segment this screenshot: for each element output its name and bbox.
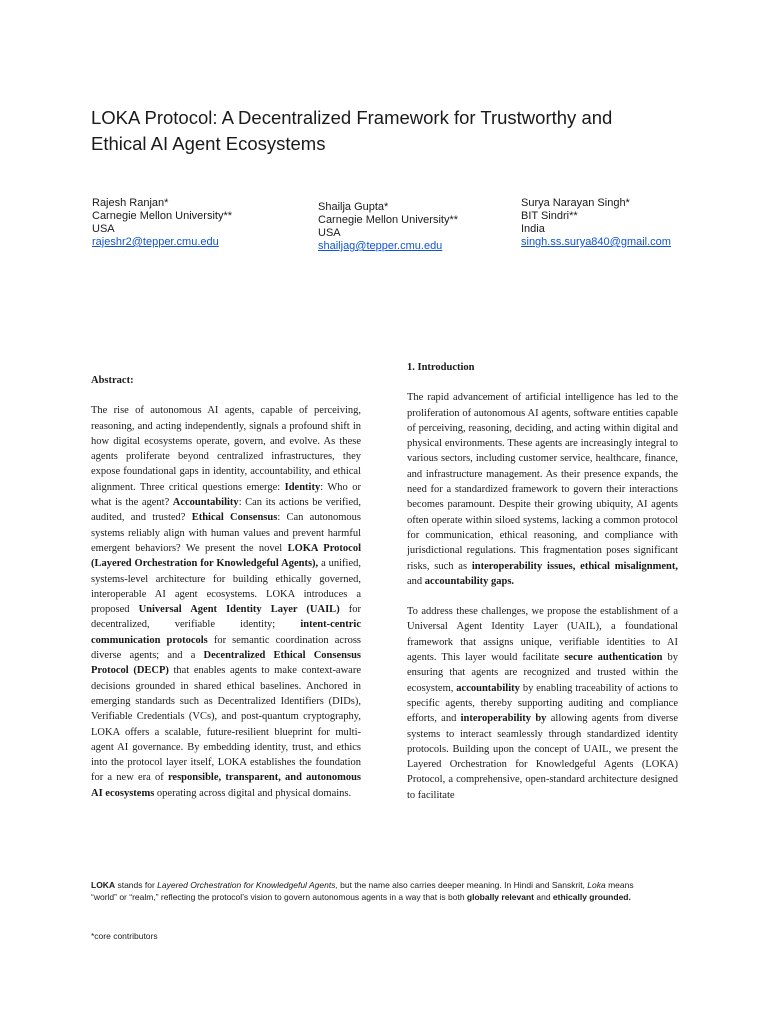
author-block-3 — [521, 197, 671, 249]
author-affiliation: Carnegie Mellon University** — [92, 210, 233, 222]
author-name: Shailja Gupta* — [318, 201, 389, 213]
core-contributors-note: *core contributors — [91, 931, 158, 941]
author-country: India — [521, 223, 545, 235]
abstract-column — [91, 373, 361, 801]
loka-footnote: LOKA stands for Layered Orchestration for Knowledgeful Agents, but the name also carries deeper meaning. In Hindi and Sanskrit, Loka means “world” or “realm,” reflecting the protocol’s vision to govern autonomous agents in a way that is both globally relevant and ethically grounded. — [91, 880, 634, 902]
paper-title: LOKA Protocol: A Decentralized Framework for Trustworthy and Ethical AI Agent Ecosystems — [91, 107, 613, 154]
introduction-paragraph-1: The rapid advancement of artificial intelligence has led to the proliferation of autonomous AI agents, software entities capable of perceiving, reasoning, deciding, and acting within digital and physical environments. These agents are increasingly integral to various sectors, including customer service, healthcare, finance, and infrastructure management. As their presence expands, the need for a standardized framework to govern their interactions becomes paramount. Despite their growing ubiquity, AI agents often operate within siloed systems, lacking a common protocol for communication, ethical reasoning, and compliance with jurisdictional regulations. This fragmentation poses significant risks, such as interoperability issues, ethical misalignment, and accountability gaps. — [407, 392, 678, 587]
author-name: Surya Narayan Singh* — [521, 197, 630, 209]
author-block-1 — [92, 197, 232, 249]
author-email-link[interactable]: shailjag@tepper.cmu.edu — [318, 240, 443, 252]
author-affiliation: Carnegie Mellon University** — [318, 214, 459, 226]
author-block-2 — [318, 201, 458, 253]
abstract-paragraph: The rise of autonomous AI agents, capable of perceiving, reasoning, and acting independently, signals a profound shift in how digital ecosystems operate, govern, and evolve. As these agents proliferate beyond centralized infrastructures, they expose foundational gaps in identity, accountability, and ethical alignment. Three critical questions emerge: Identity: Who or what is the agent? Accountability: Can its actions be verified, audited, and trusted? Ethical Consensus: Can autonomous systems reliably align with human values and prevent harmful emergent behaviors? We present the novel LOKA Protocol (Layered Orchestration for Knowledgeful Agents), a unified, systems-level architecture for building ethically governed, interoperable AI agent ecosystems. LOKA introduces a proposed Universal Agent Identity Layer (UAIL) for decentralized, verifiable identity; intent-centric communication protocols for semantic coordination across diverse agents; and a Decentralized Ethical Consensus Protocol (DECP) that enables agents to make context-aware decisions grounded in shared ethical baselines. Anchored in emerging standards such as Decentralized Identifiers (DIDs), Verifiable Credentials (VCs), and post-quantum cryptography, LOKA offers a scalable, future-resilient blueprint for multi-agent AI governance. By embedding identity, trust, and ethics into the protocol layer itself, LOKA establishes the foundation for a new era of responsible, transparent, and autonomous AI ecosystems operating across digital and physical domains. — [91, 405, 362, 799]
abstract-heading: Abstract: — [91, 375, 134, 386]
introduction-paragraph-2: To address these challenges, we propose the establishment of a Universal Agent Identity Layer (UAIL), a foundational framework that assigns unique, verifiable identities to AI agents. This layer would facilitate secure authentication by ensuring that agents are recognized and trusted within the ecosystem, accountability by enabling traceability of actions to specific agents, thereby supporting auditing and compliance efforts, and interoperability by allowing agents from diverse systems to interact seamlessly through standardized identity protocols. Building upon the concept of UAIL, we present the Layered Orchestration for Knowledgeful Agents (LOKA) Protocol, a comprehensive, open-standard architecture designed to facilitate — [407, 606, 679, 801]
author-email-link[interactable]: singh.ss.surya840@gmail.com — [521, 236, 671, 248]
author-affiliation: BIT Sindri** — [521, 210, 578, 222]
author-country: USA — [318, 227, 341, 239]
introduction-heading: 1. Introduction — [407, 362, 475, 373]
introduction-column — [407, 360, 678, 803]
author-email-link[interactable]: rajeshr2@tepper.cmu.edu — [92, 236, 219, 248]
author-country: USA — [92, 223, 115, 235]
author-name: Rajesh Ranjan* — [92, 197, 169, 209]
